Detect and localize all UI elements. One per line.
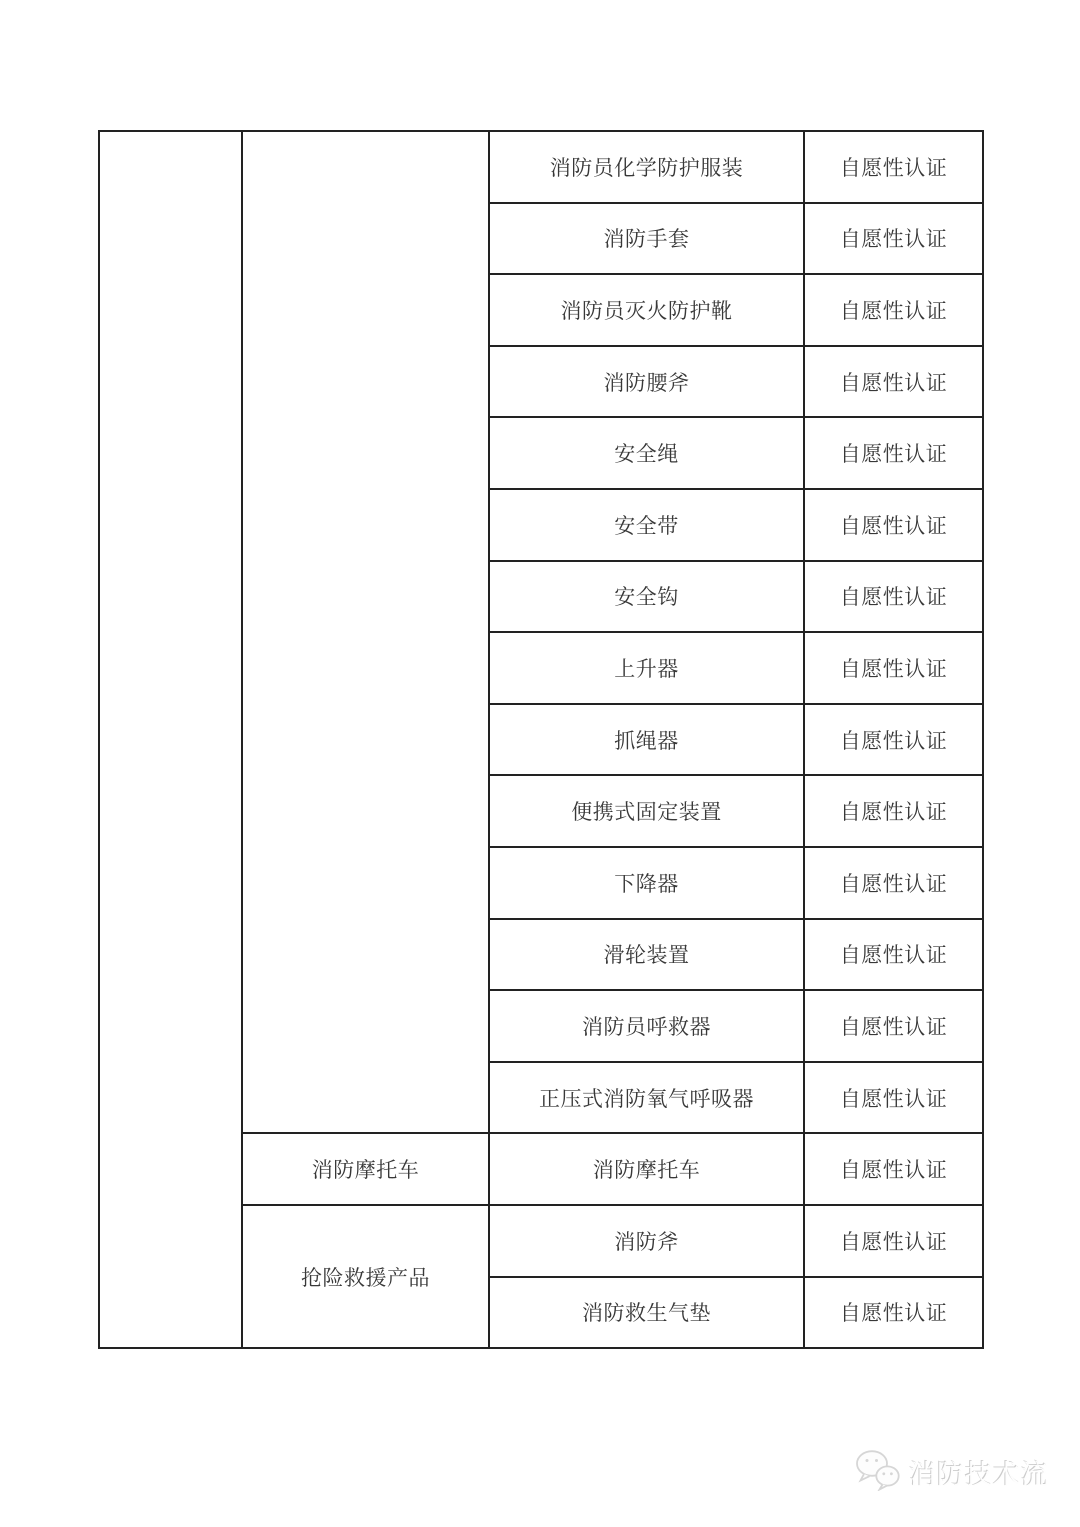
certification-cell: 自愿性认证 bbox=[804, 847, 983, 919]
certification-cell: 自愿性认证 bbox=[804, 561, 983, 633]
product-cell: 上升器 bbox=[489, 632, 804, 704]
product-cell: 安全带 bbox=[489, 489, 804, 561]
product-cell: 正压式消防氧气呼吸器 bbox=[489, 1062, 804, 1134]
certification-cell: 自愿性认证 bbox=[804, 417, 983, 489]
product-cell: 消防手套 bbox=[489, 203, 804, 275]
wechat-logo-icon bbox=[854, 1449, 902, 1496]
product-cell: 消防员灭火防护靴 bbox=[489, 274, 804, 346]
certification-cell: 自愿性认证 bbox=[804, 1277, 983, 1349]
certification-table-body bbox=[99, 131, 983, 1348]
certification-cell: 自愿性认证 bbox=[804, 990, 983, 1062]
product-cell: 滑轮装置 bbox=[489, 919, 804, 991]
certification-cell: 自愿性认证 bbox=[804, 704, 983, 776]
certification-cell: 自愿性认证 bbox=[804, 346, 983, 418]
certification-cell: 自愿性认证 bbox=[804, 274, 983, 346]
product-cell: 安全绳 bbox=[489, 417, 804, 489]
product-cell: 抓绳器 bbox=[489, 704, 804, 776]
certification-cell: 自愿性认证 bbox=[804, 203, 983, 275]
certification-cell: 自愿性认证 bbox=[804, 775, 983, 847]
certification-cell: 自愿性认证 bbox=[804, 131, 983, 203]
product-cell: 消防救生气垫 bbox=[489, 1277, 804, 1349]
certification-table bbox=[98, 130, 984, 1349]
certification-cell: 自愿性认证 bbox=[804, 1133, 983, 1205]
product-cell: 消防员化学防护服装 bbox=[489, 131, 804, 203]
group-cell-rescue: 抢险救援产品 bbox=[242, 1205, 489, 1348]
certification-cell: 自愿性认证 bbox=[804, 919, 983, 991]
certification-cell: 自愿性认证 bbox=[804, 1205, 983, 1277]
product-cell: 便携式固定装置 bbox=[489, 775, 804, 847]
product-cell: 消防摩托车 bbox=[489, 1133, 804, 1205]
product-cell: 消防员呼救器 bbox=[489, 990, 804, 1062]
certification-cell: 自愿性认证 bbox=[804, 1062, 983, 1134]
watermark bbox=[854, 1449, 1049, 1496]
product-cell: 安全钩 bbox=[489, 561, 804, 633]
parent-category-cell bbox=[99, 131, 242, 1348]
table-row bbox=[99, 131, 983, 203]
certification-cell: 自愿性认证 bbox=[804, 632, 983, 704]
product-cell: 下降器 bbox=[489, 847, 804, 919]
watermark-text: 消防技术流 bbox=[909, 1460, 1049, 1490]
group-cell-protective-equipment bbox=[242, 131, 489, 1133]
product-cell: 消防斧 bbox=[489, 1205, 804, 1277]
certification-cell: 自愿性认证 bbox=[804, 489, 983, 561]
product-cell: 消防腰斧 bbox=[489, 346, 804, 418]
group-cell-motorcycle: 消防摩托车 bbox=[242, 1133, 489, 1205]
